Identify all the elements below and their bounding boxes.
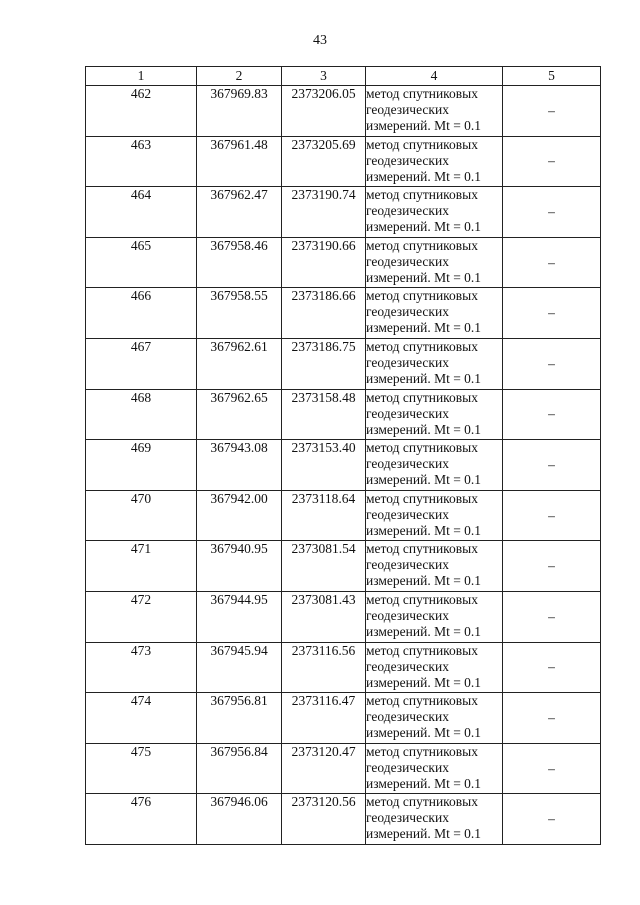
x-coordinate-cell: 367962.61	[197, 338, 282, 389]
y-coordinate-cell: 2373120.47	[282, 743, 366, 794]
note-cell: –	[503, 693, 601, 744]
method-line: измерений. Mt = 0.1	[366, 826, 482, 842]
table-body	[86, 86, 601, 845]
y-coordinate-cell: 2373120.56	[282, 794, 366, 845]
y-coordinate-cell: 2373118.64	[282, 490, 366, 541]
x-coordinate-cell: 367942.00	[197, 490, 282, 541]
table-row	[86, 338, 601, 389]
point-number-cell: 468	[86, 389, 197, 440]
y-coordinate-cell: 2373153.40	[282, 440, 366, 491]
method-cell	[366, 237, 503, 288]
method-line: геодезических	[366, 759, 449, 775]
x-coordinate-cell: 367945.94	[197, 642, 282, 693]
method-line: геодезических	[366, 304, 449, 320]
table-row	[86, 237, 601, 288]
method-line: измерений. Mt = 0.1	[366, 674, 482, 690]
method-line: измерений. Mt = 0.1	[366, 623, 482, 639]
y-coordinate-cell: 2373116.47	[282, 693, 366, 744]
note-cell: –	[503, 440, 601, 491]
method-line: метод спутниковых	[366, 389, 478, 405]
method-line: геодезических	[366, 557, 449, 573]
x-coordinate-cell: 367962.47	[197, 187, 282, 238]
table-row	[86, 389, 601, 440]
method-cell	[366, 86, 503, 137]
note-cell: –	[503, 187, 601, 238]
y-coordinate-cell: 2373158.48	[282, 389, 366, 440]
method-line: геодезических	[366, 456, 449, 472]
method-line: метод спутниковых	[366, 743, 478, 759]
method-line: метод спутниковых	[366, 136, 478, 152]
table-row	[86, 541, 601, 592]
method-line: геодезических	[366, 607, 449, 623]
method-line: геодезических	[366, 709, 449, 725]
method-line: метод спутниковых	[366, 490, 478, 506]
table-row	[86, 642, 601, 693]
point-number-cell: 475	[86, 743, 197, 794]
table-row	[86, 136, 601, 187]
method-line: измерений. Mt = 0.1	[366, 269, 482, 285]
method-line: измерений. Mt = 0.1	[366, 168, 482, 184]
method-cell	[366, 541, 503, 592]
note-cell: –	[503, 591, 601, 642]
y-coordinate-cell: 2373116.56	[282, 642, 366, 693]
method-line: метод спутниковых	[366, 693, 478, 709]
y-coordinate-cell: 2373186.66	[282, 288, 366, 339]
note-cell: –	[503, 288, 601, 339]
point-number-cell: 474	[86, 693, 197, 744]
note-cell: –	[503, 136, 601, 187]
note-cell: –	[503, 642, 601, 693]
method-cell	[366, 591, 503, 642]
table-row	[86, 743, 601, 794]
method-line: геодезических	[366, 354, 449, 370]
note-cell: –	[503, 743, 601, 794]
method-cell	[366, 642, 503, 693]
method-line: измерений. Mt = 0.1	[366, 573, 482, 589]
x-coordinate-cell: 367946.06	[197, 794, 282, 845]
point-number-cell: 464	[86, 187, 197, 238]
x-coordinate-cell: 367969.83	[197, 86, 282, 137]
point-number-cell: 472	[86, 591, 197, 642]
method-line: измерений. Mt = 0.1	[366, 421, 482, 437]
x-coordinate-cell: 367956.84	[197, 743, 282, 794]
method-line: метод спутниковых	[366, 237, 478, 253]
method-line: измерений. Mt = 0.1	[366, 472, 482, 488]
note-cell: –	[503, 389, 601, 440]
method-cell	[366, 389, 503, 440]
column-header-3: 3	[282, 67, 366, 86]
x-coordinate-cell: 367962.65	[197, 389, 282, 440]
method-line: метод спутниковых	[366, 288, 478, 304]
y-coordinate-cell: 2373081.43	[282, 591, 366, 642]
method-cell	[366, 743, 503, 794]
x-coordinate-cell: 367956.81	[197, 693, 282, 744]
column-header-4: 4	[366, 67, 503, 86]
y-coordinate-cell: 2373206.05	[282, 86, 366, 137]
note-cell: –	[503, 490, 601, 541]
method-line: измерений. Mt = 0.1	[366, 522, 482, 538]
method-cell	[366, 440, 503, 491]
table-row	[86, 440, 601, 491]
point-number-cell: 473	[86, 642, 197, 693]
method-line: измерений. Mt = 0.1	[366, 118, 482, 133]
point-number-cell: 476	[86, 794, 197, 845]
method-line: метод спутниковых	[366, 338, 478, 354]
table-row	[86, 693, 601, 744]
x-coordinate-cell: 367944.95	[197, 591, 282, 642]
method-line: геодезических	[366, 810, 449, 826]
method-line: метод спутниковых	[366, 591, 478, 607]
note-cell: –	[503, 338, 601, 389]
x-coordinate-cell: 367943.08	[197, 440, 282, 491]
point-number-cell: 466	[86, 288, 197, 339]
method-cell	[366, 136, 503, 187]
point-number-cell: 469	[86, 440, 197, 491]
method-line: метод спутниковых	[366, 440, 478, 456]
method-line: метод спутниковых	[366, 794, 478, 810]
method-line: метод спутниковых	[366, 86, 478, 101]
x-coordinate-cell: 367958.46	[197, 237, 282, 288]
y-coordinate-cell: 2373186.75	[282, 338, 366, 389]
method-line: измерений. Mt = 0.1	[366, 219, 482, 235]
note-cell: –	[503, 86, 601, 137]
method-cell	[366, 794, 503, 845]
method-cell	[366, 288, 503, 339]
method-line: геодезических	[366, 658, 449, 674]
x-coordinate-cell: 367958.55	[197, 288, 282, 339]
x-coordinate-cell: 367961.48	[197, 136, 282, 187]
method-line: метод спутниковых	[366, 541, 478, 557]
coordinates-table	[85, 66, 601, 845]
method-line: геодезических	[366, 203, 449, 219]
method-cell	[366, 693, 503, 744]
method-line: геодезических	[366, 102, 449, 117]
method-line: измерений. Mt = 0.1	[366, 320, 482, 336]
table-row	[86, 490, 601, 541]
table-row	[86, 86, 601, 137]
note-cell: –	[503, 237, 601, 288]
column-header-2: 2	[197, 67, 282, 86]
column-header-5: 5	[503, 67, 601, 86]
method-line: геодезических	[366, 405, 449, 421]
method-line: измерений. Mt = 0.1	[366, 775, 482, 791]
point-number-cell: 465	[86, 237, 197, 288]
y-coordinate-cell: 2373205.69	[282, 136, 366, 187]
note-cell: –	[503, 794, 601, 845]
method-cell	[366, 338, 503, 389]
page-number: 43	[313, 33, 327, 48]
method-line: метод спутниковых	[366, 642, 478, 658]
y-coordinate-cell: 2373190.66	[282, 237, 366, 288]
method-line: геодезических	[366, 253, 449, 269]
point-number-cell: 471	[86, 541, 197, 592]
point-number-cell: 462	[86, 86, 197, 137]
method-cell	[366, 490, 503, 541]
table-row	[86, 288, 601, 339]
y-coordinate-cell: 2373190.74	[282, 187, 366, 238]
method-line: метод спутниковых	[366, 187, 478, 203]
point-number-cell: 463	[86, 136, 197, 187]
y-coordinate-cell: 2373081.54	[282, 541, 366, 592]
method-cell	[366, 187, 503, 238]
table-row	[86, 187, 601, 238]
table-row	[86, 591, 601, 642]
point-number-cell: 467	[86, 338, 197, 389]
method-line: геодезических	[366, 152, 449, 168]
method-line: измерений. Mt = 0.1	[366, 725, 482, 741]
note-cell: –	[503, 541, 601, 592]
method-line: измерений. Mt = 0.1	[366, 370, 482, 386]
x-coordinate-cell: 367940.95	[197, 541, 282, 592]
column-header-1: 1	[86, 67, 197, 86]
point-number-cell: 470	[86, 490, 197, 541]
method-line: геодезических	[366, 506, 449, 522]
table-row	[86, 794, 601, 845]
table-header-row	[86, 67, 601, 86]
